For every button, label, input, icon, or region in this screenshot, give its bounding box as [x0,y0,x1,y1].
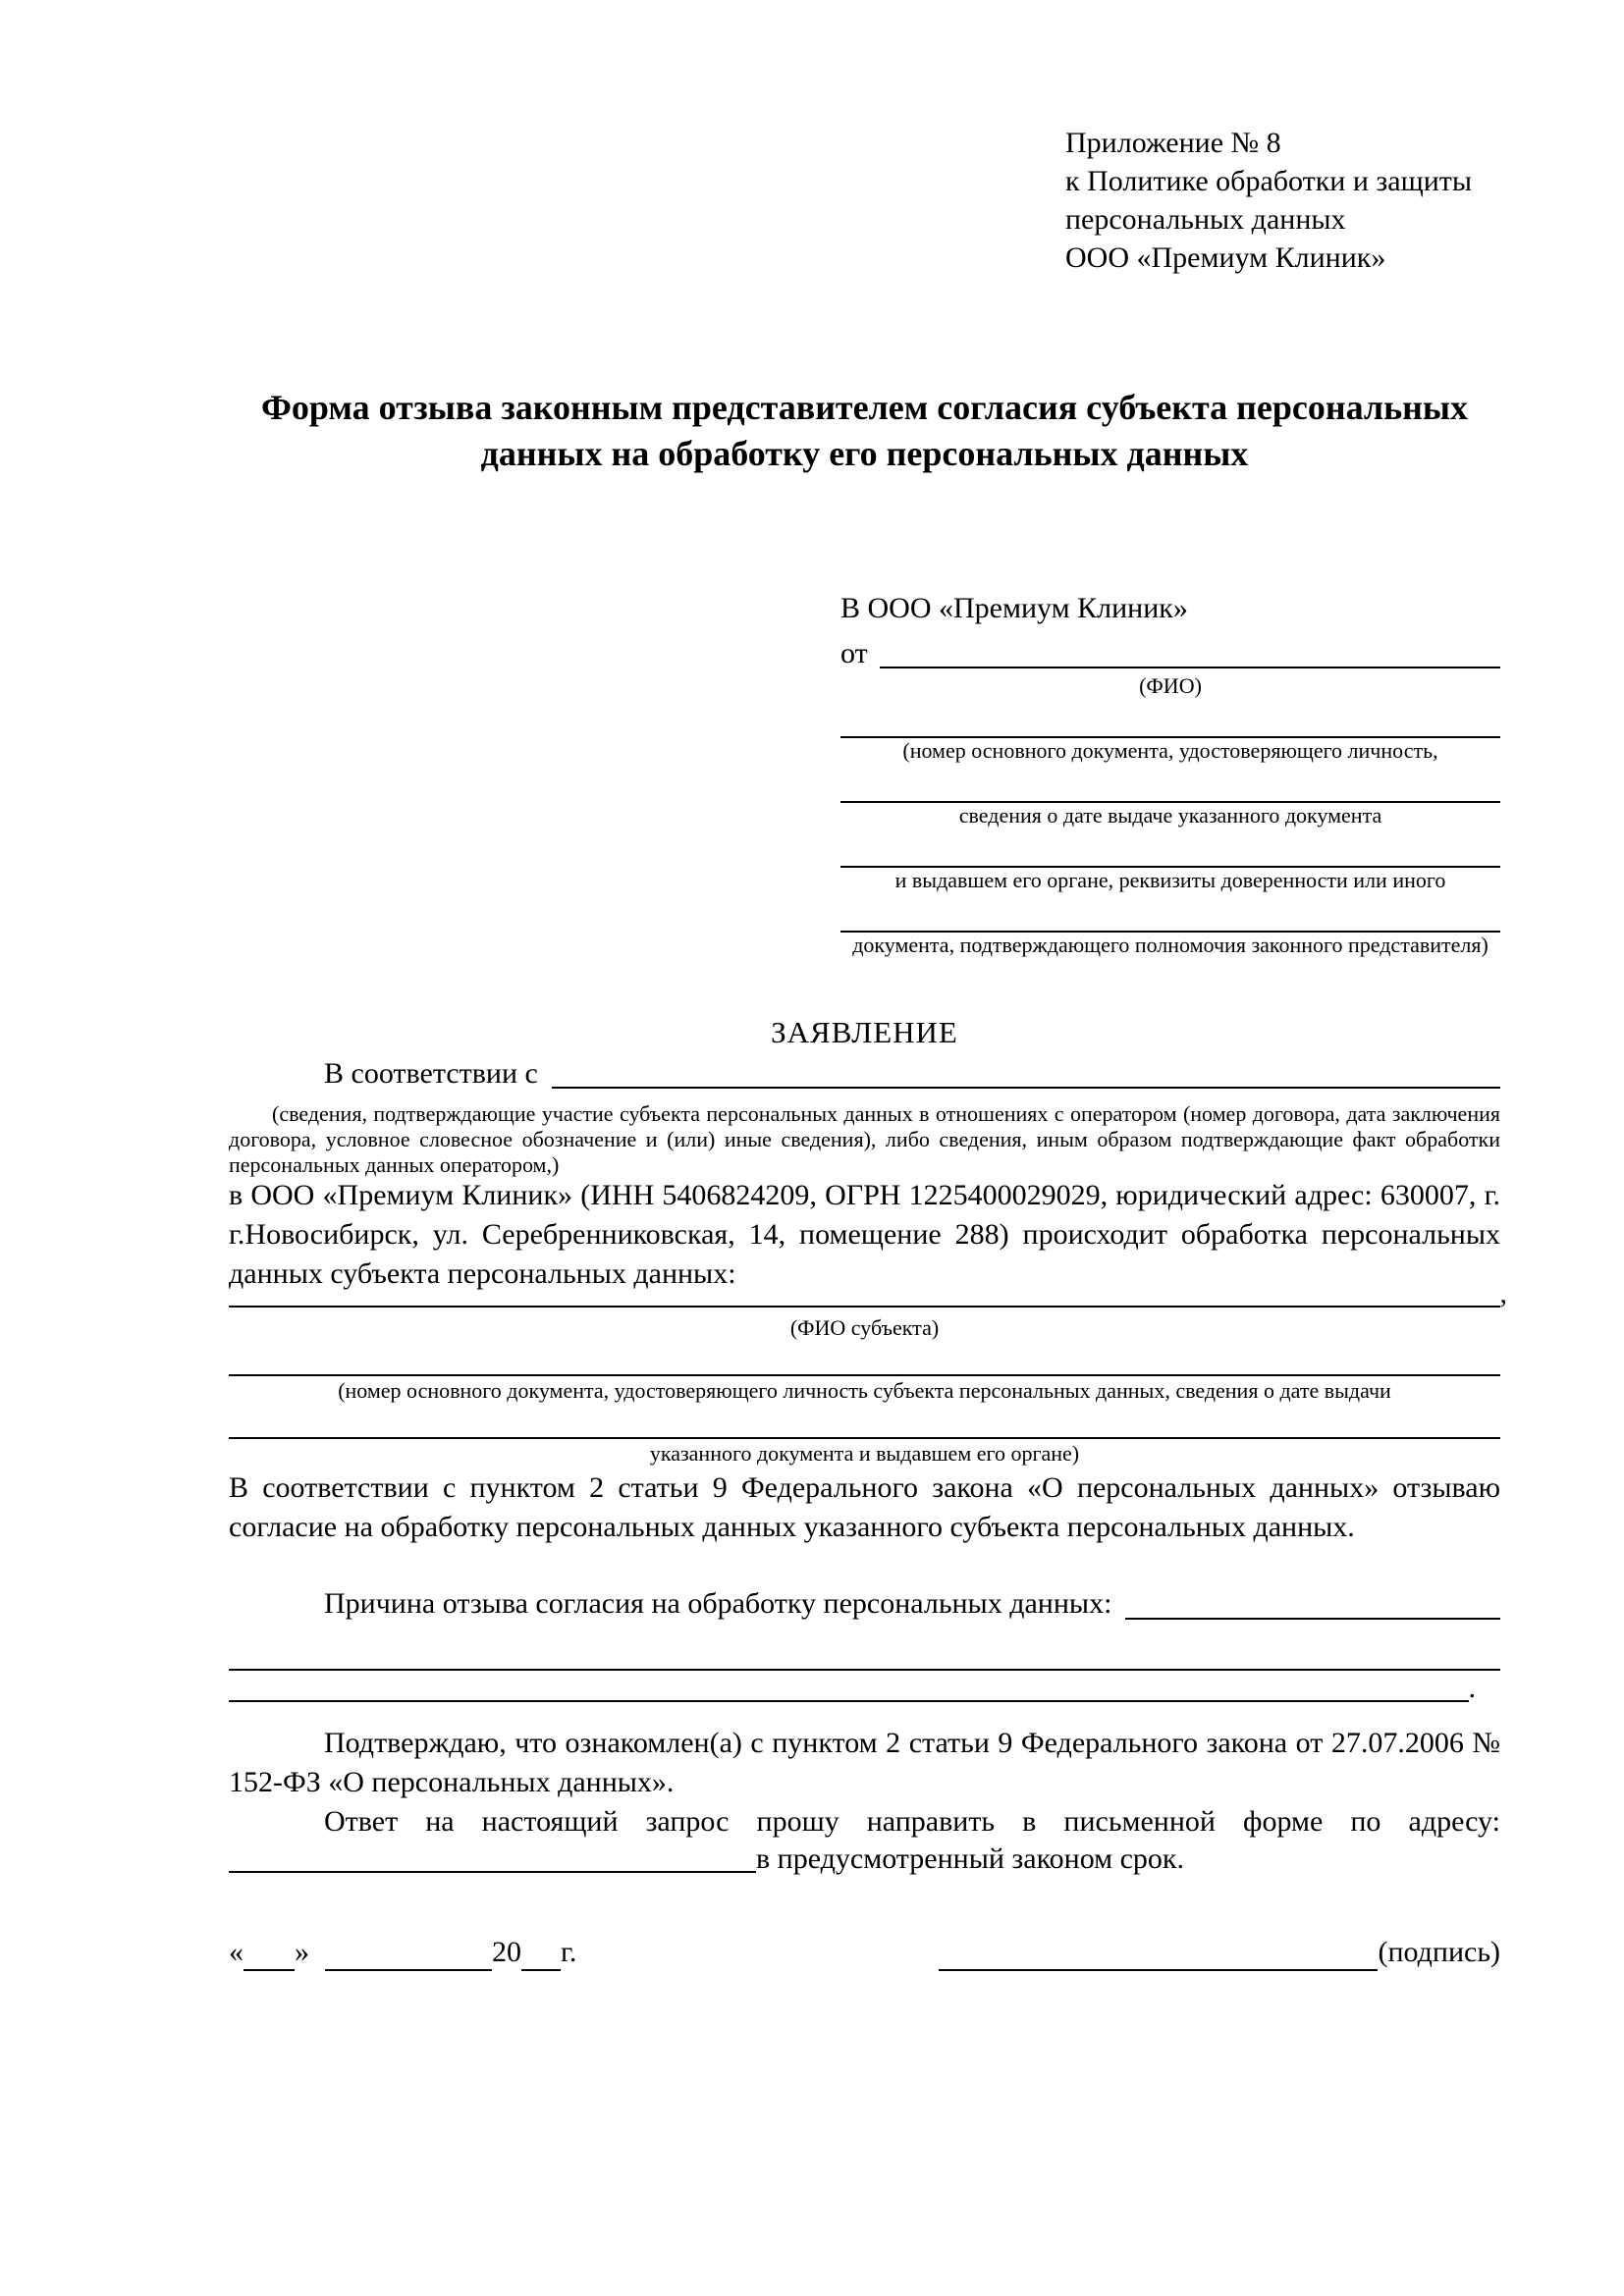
reply-address-field-line [229,1871,756,1873]
date-quote-close: » [295,1936,309,1968]
representative-doc-field-line-3 [840,828,1500,868]
addressee-to: В ООО «Премиум Клиник» [840,592,1188,624]
date-day-field-line [244,1963,295,1971]
representative-doc-field-line-4 [840,893,1500,933]
accordance-row [229,1054,1500,1094]
representative-doc-caption-4: документа, подтверждающего полномочия законного представителя) [852,933,1489,957]
participation-note: (сведения, подтверждающие участие субъекта персональных данных в отношениях с оператором (номер договора, дата заключения договора, условное словесное обозначение и (или) иные сведения), либо сведения, иным образом подтверждающие факт обработки персональных данных оператором,) [229,1101,1500,1177]
trailing-period: . [1468,1672,1476,1704]
addressee-block [840,589,1500,958]
date-quote-open: « [229,1936,244,1968]
footer-row [229,1928,1500,1971]
representative-doc-caption-3: и выдавшем его органе, реквизиты доверенности или иного [894,868,1446,892]
subject-doc-caption-2: указанного документа и выдавшем его органе) [649,1441,1080,1466]
fio-caption: (ФИО) [1139,673,1202,698]
subject-doc-field-line-1 [229,1337,1500,1376]
subject-fio-field-row [229,1276,1507,1311]
header-note [1065,124,1472,277]
signature-group [939,1928,1500,1971]
header-note-line-1: Приложение № 8 [1065,127,1281,159]
reason-extra-field-row-2 [229,1671,1476,1706]
reply-address-row [229,1842,1500,1877]
date-group [229,1928,576,1971]
reason-label: Причина отзыва согласия на обработку персональных данных: [324,1587,1112,1620]
operator-paragraph: в ООО «Премиум Клиник» (ИНН 5406824209, ОГРН 1225400029029, юридический адрес: 630007, г. г.Новосибирск, ул. Серебренниковская, 14, помещение 288) происходит обработка персональных данных субъекта персональных данных: [229,1179,1500,1290]
subject-fio-caption: (ФИО субъекта) [789,1315,940,1340]
reason-row [229,1586,1500,1624]
header-note-line-2: к Политике обработки и защиты [1065,165,1473,197]
reason-extra-field-line-2 [229,1700,1469,1702]
date-year-suffix: г. [561,1936,577,1968]
reason-extra-field-line-1 [229,1631,1500,1671]
date-year-field-line [521,1963,561,1971]
subject-fio-field-line [229,1306,1500,1308]
reason-field-line [1125,1618,1500,1620]
subject-doc-field-line-2 [229,1404,1500,1439]
reply-paragraph: Ответ на настоящий запрос прошу направить в письменной форме по адресу: [324,1805,1500,1838]
signature-caption: (подпись) [1378,1936,1500,1968]
trailing-comma: , [1499,1277,1507,1309]
signature-field-line [939,1963,1378,1971]
subject-doc-caption-1: (номер основного документа, удостоверяющего личность субъекта персональных данных, сведения о дате выдачи [338,1378,1391,1403]
header-note-line-4: ООО «Премиум Клиник» [1065,241,1386,274]
accordance-label: В соответствии с [324,1057,538,1090]
from-row [840,628,1500,673]
header-note-line-3: персональных данных [1065,203,1346,236]
statement-heading: ЗАЯВЛЕНИЕ [771,1015,958,1049]
page-title: Форма отзыва законным представителем согласия субъекта персональных данных на обработку его персональных данных [260,388,1469,473]
withdrawal-paragraph: В соответствии с пунктом 2 статьи 9 Федерального закона «О персональных данных» отзываю согласие на обработку персональных данных указанного субъекта персональных данных. [229,1471,1500,1543]
accordance-field-line [552,1087,1500,1089]
representative-doc-caption-2: сведения о дате выдаче указанного документа [958,803,1382,828]
reply-tail: в предусмотренный законом срок. [756,1842,1184,1875]
representative-doc-caption-1: (номер основного документа, удостоверяющего личность, [902,738,1438,763]
date-year-prefix: 20 [492,1936,521,1968]
confirm-paragraph: Подтверждаю, что ознакомлен(а) с пунктом 2 статьи 9 Федерального закона от 27.07.2006 № 152-ФЗ «О персональных данных». [229,1727,1500,1798]
date-month-field-line [325,1963,492,1971]
from-field-line [880,667,1500,668]
representative-doc-field-line-1 [840,699,1500,738]
representative-doc-field-line-2 [840,764,1500,803]
from-label: от [840,637,868,669]
